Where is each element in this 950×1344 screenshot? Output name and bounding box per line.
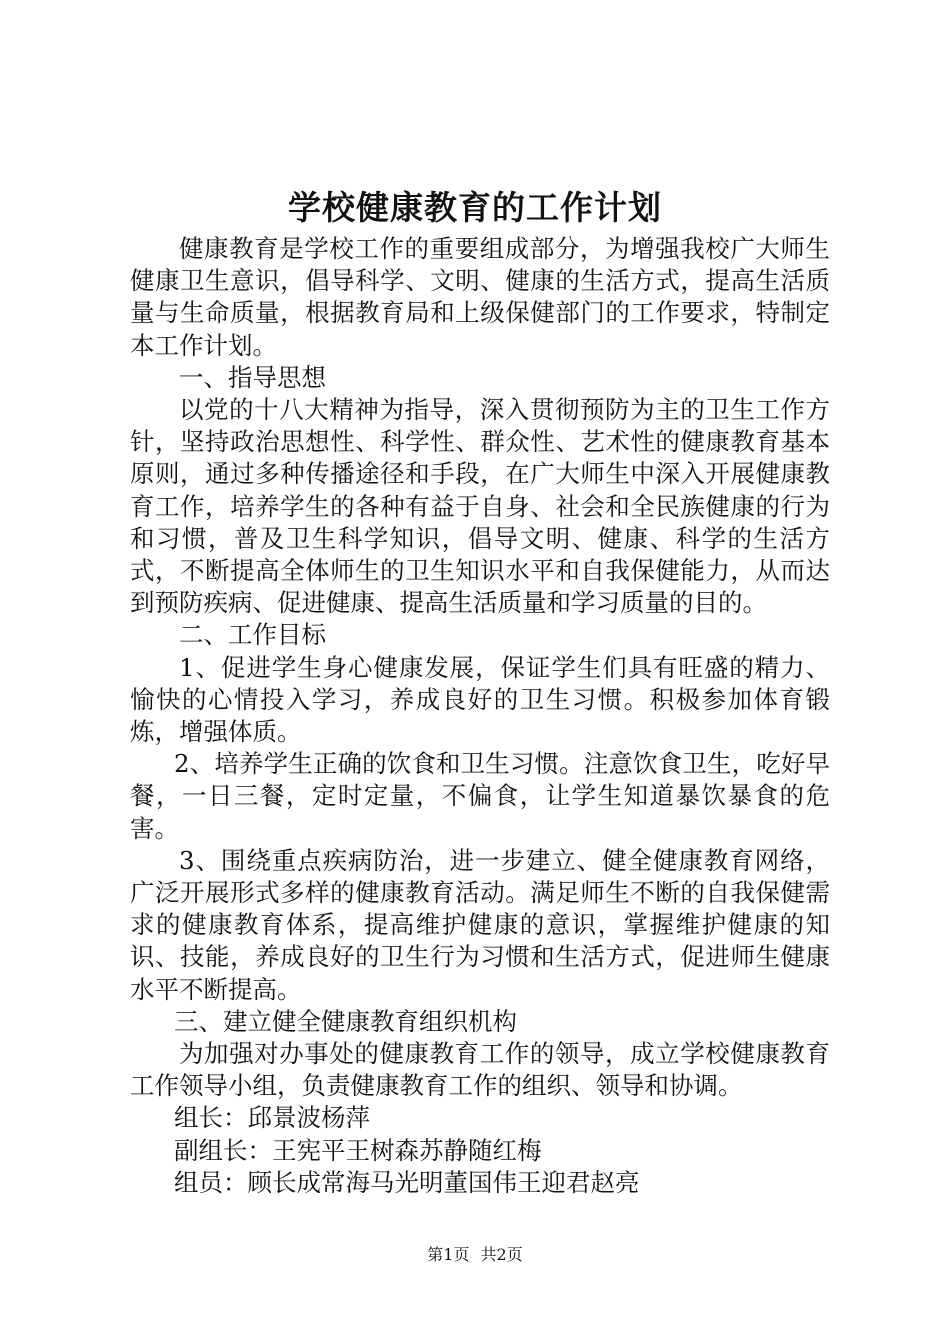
page-total: 共2页 — [480, 1245, 523, 1264]
guiding-thought-paragraph: 以党的十八大精神为指导，深入贯彻预防为主的卫生工作方针，坚持政治思想性、科学性、群众性、艺术性的健康教育基本原则，通过多种传播途径和手段，在广大师生中深入开展健康教育工作，培养学生的各种有益于自身、社会和全民族健康的行为和习惯，普及卫生科学知识，倡导文明、健康、科学的生活方式，不断提高全体师生的卫生知识水平和自我保健能力，从而达到预防疾病、促进健康、提高生活质量和学习质量的目的。 — [130, 395, 830, 618]
document-title: 学校健康教育的工作计划 — [288, 188, 662, 227]
organization-paragraph: 为加强对办事处的健康教育工作的领导，成立学校健康教育工作领导小组，负责健康教育工作的组织、领导和协调。 — [130, 1039, 830, 1101]
goal-item-1: 1、促进学生身心健康发展，保证学生们具有旺盛的精力、愉快的心情投入学习，养成良好的卫生习惯。积极参加体育锻炼，增强体质。 — [130, 652, 830, 747]
section-heading-2: 二、工作目标 — [179, 620, 326, 650]
group-leader-line: 组长：邱景波杨萍 — [174, 1103, 370, 1133]
goal-item-2: 2、培养学生正确的饮食和卫生习惯。注意饮食卫生，吃好早餐，一日三餐，定时定量，不偏食，让学生知道暴饮暴食的危害。 — [130, 749, 830, 843]
document-body — [130, 233, 830, 1199]
goal-item-3: 3、围绕重点疾病防治，进一步建立、健全健康教育网络，广泛开展形式多样的健康教育活动。满足师生不断的自我保健需求的健康教育体系，提高维护健康的意识，掌握维护健康的知识、技能，养成良好的卫生行为习惯和生活方式，促进师生健康水平不断提高。 — [130, 845, 830, 1004]
page-footer — [0, 1244, 950, 1266]
section-heading-1: 一、指导思想 — [179, 362, 326, 392]
members-line: 组员：顾长成常海马光明董国伟王迎君赵亮 — [174, 1167, 640, 1197]
vice-leader-line: 副组长：王宪平王树森苏静随红梅 — [174, 1135, 542, 1165]
section-heading-3: 三、建立健全健康教育组织机构 — [174, 1006, 517, 1036]
intro-paragraph: 健康教育是学校工作的重要组成部分，为增强我校广大师生健康卫生意识，倡导科学、文明、健康的生活方式，提高生活质量与生命质量，根据教育局和上级保健部门的工作要求，特制定本工作计划。 — [130, 234, 830, 360]
page-number: 第1页 — [427, 1245, 470, 1264]
